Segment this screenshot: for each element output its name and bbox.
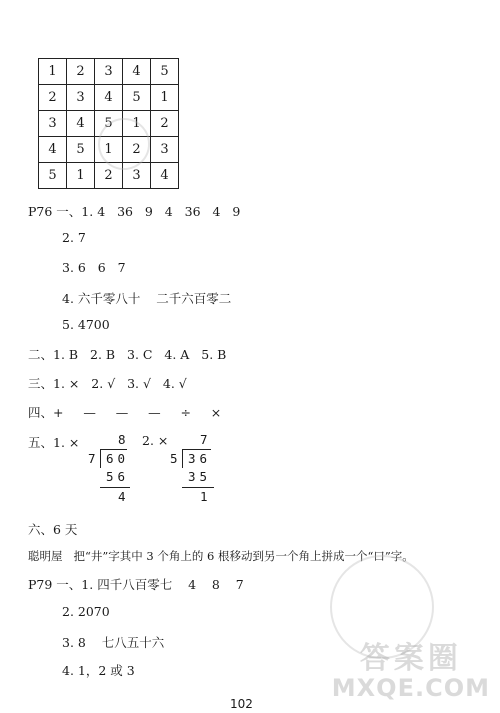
watermark: 答案圈 MXQE.COM (331, 640, 490, 702)
grid-cell: 1 (151, 85, 179, 111)
grid-row (39, 59, 179, 85)
grid-cell: 4 (67, 111, 95, 137)
grid-cell: 2 (67, 59, 95, 85)
p79-q4: 4. 1，2 或 3 (62, 663, 135, 678)
p76-q5: 5. 4700 (62, 317, 110, 332)
grid-cell: 5 (151, 59, 179, 85)
grid-cell: 2 (39, 85, 67, 111)
dividend: 60 (106, 451, 130, 466)
quotient: 8 (118, 432, 126, 447)
grid-cell: 2 (95, 163, 123, 189)
grid-cell: 4 (95, 85, 123, 111)
grid-cell: 3 (95, 59, 123, 85)
grid-cell: 4 (123, 59, 151, 85)
stamp-mark (98, 118, 150, 170)
dividend: 36 (188, 451, 212, 466)
p76-q2: 2. 7 (62, 230, 86, 245)
grid-row (39, 163, 179, 189)
grid-cell: 2 (123, 137, 151, 163)
divisor: 7 (88, 451, 96, 466)
p76-q1: P76 一、1. 4 36 9 4 36 4 9 (28, 204, 241, 219)
page-number: 102 (230, 697, 253, 711)
section-san: 三、1. × 2. √ 3. √ 4. √ (28, 376, 187, 391)
grid-cell: 5 (123, 85, 151, 111)
section-liu: 六、6 天 (28, 522, 78, 537)
grid-cell: 5 (39, 163, 67, 189)
p76-q3: 3. 6 6 7 (62, 260, 126, 275)
grid-row (39, 85, 179, 111)
product: 35 (188, 469, 212, 484)
p79-q3: 3. 8 七八五十六 (62, 635, 165, 650)
p79-q1: P79 一、1. 四千八百零七 4 8 7 (28, 577, 244, 592)
grid-cell: 3 (67, 85, 95, 111)
cong-ming-wu: 聪明屋 把“井”字其中 3 个角上的 6 根移动到另一个角上拼成一个“口”字。 (28, 549, 414, 563)
grid-cell: 5 (95, 111, 123, 137)
section-wu-2: 2. × (142, 433, 169, 448)
grid-cell: 4 (151, 163, 179, 189)
section-er: 二、1. B 2. B 3. C 4. A 5. B (28, 347, 227, 362)
grid-cell: 1 (95, 137, 123, 163)
section-si: 四、+ — — — ÷ × (28, 405, 222, 420)
p76-q4: 4. 六千零八十 二千六百零二 (62, 291, 232, 306)
long-division-2 (168, 432, 228, 502)
remainder: 1 (200, 489, 208, 504)
grid-cell: 3 (123, 163, 151, 189)
grid-cell: 1 (67, 163, 95, 189)
grid-cell: 2 (151, 111, 179, 137)
long-division-1 (86, 432, 146, 502)
divisor: 5 (170, 451, 178, 466)
grid-cell: 3 (39, 111, 67, 137)
grid-cell: 4 (39, 137, 67, 163)
p79-q2: 2. 2070 (62, 604, 110, 619)
grid-cell: 1 (123, 111, 151, 137)
grid-cell: 3 (151, 137, 179, 163)
quotient: 7 (200, 432, 208, 447)
remainder: 4 (118, 489, 126, 504)
product: 56 (106, 469, 130, 484)
grid-cell: 1 (39, 59, 67, 85)
grid-cell: 5 (67, 137, 95, 163)
section-wu-1: 五、1. × (28, 435, 80, 450)
